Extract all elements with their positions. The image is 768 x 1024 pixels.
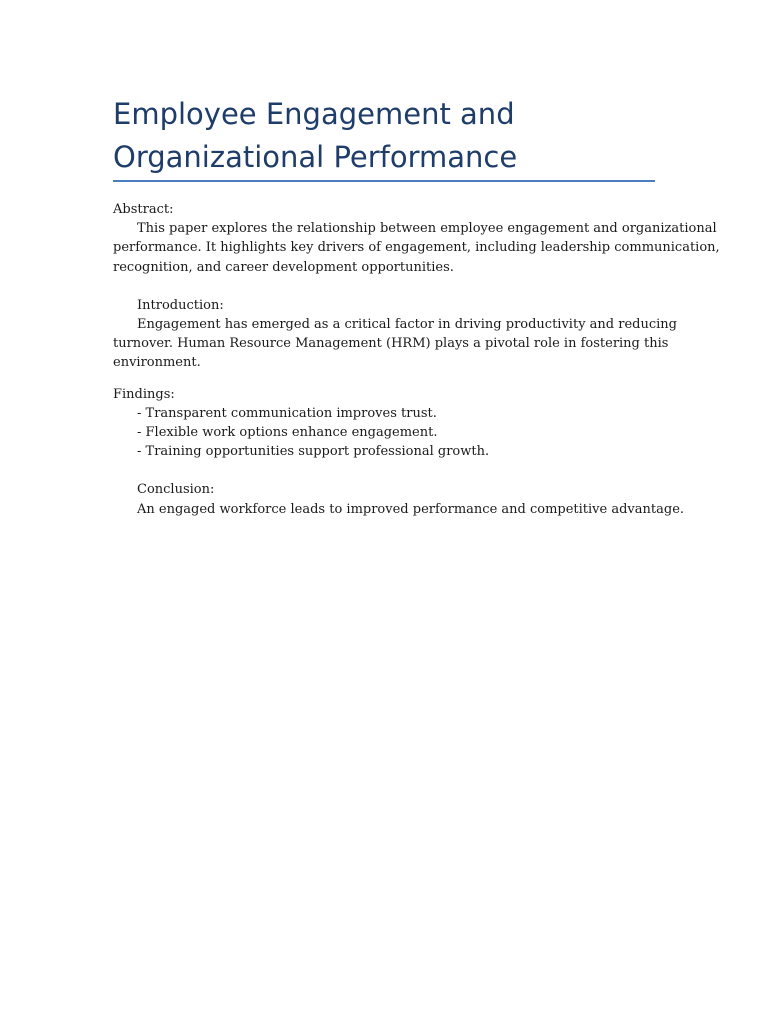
findings-item: - Training opportunities support professional growth. bbox=[137, 444, 490, 460]
abstract-heading: Abstract: bbox=[113, 202, 174, 217]
conclusion-text: An engaged workforce leads to improved performance and competitive advantage. bbox=[137, 501, 685, 517]
paragraph-spacer bbox=[113, 277, 673, 296]
findings-heading: Findings: bbox=[113, 386, 175, 402]
title-underline bbox=[113, 180, 655, 182]
paragraph-spacer bbox=[113, 373, 673, 385]
findings-item: - Flexible work options enhance engagement. bbox=[137, 425, 438, 441]
title-line-2: Organizational Performance bbox=[113, 140, 518, 174]
introduction-heading: Introduction: bbox=[137, 297, 224, 313]
abstract-line: This paper explores the relationship between employee engagement and organizational bbox=[137, 221, 717, 237]
abstract-line: recognition, and career development opportunities. bbox=[113, 259, 454, 275]
introduction-line: Engagement has emerged as a critical factor in driving productivity and reducing bbox=[137, 317, 677, 333]
abstract-line: performance. It highlights key drivers of engagement, including leadership communication, bbox=[113, 240, 720, 256]
introduction-line: turnover. Human Resource Management (HRM) plays a pivotal role in fostering this bbox=[113, 336, 669, 352]
conclusion-heading: Conclusion: bbox=[137, 482, 215, 498]
title-line-1: Employee Engagement and bbox=[113, 97, 515, 131]
document-body bbox=[113, 200, 720, 519]
findings-item: - Transparent communication improves trust. bbox=[137, 405, 437, 421]
paragraph-spacer bbox=[113, 461, 673, 480]
introduction-line: environment. bbox=[113, 355, 201, 371]
document-title bbox=[113, 93, 658, 179]
